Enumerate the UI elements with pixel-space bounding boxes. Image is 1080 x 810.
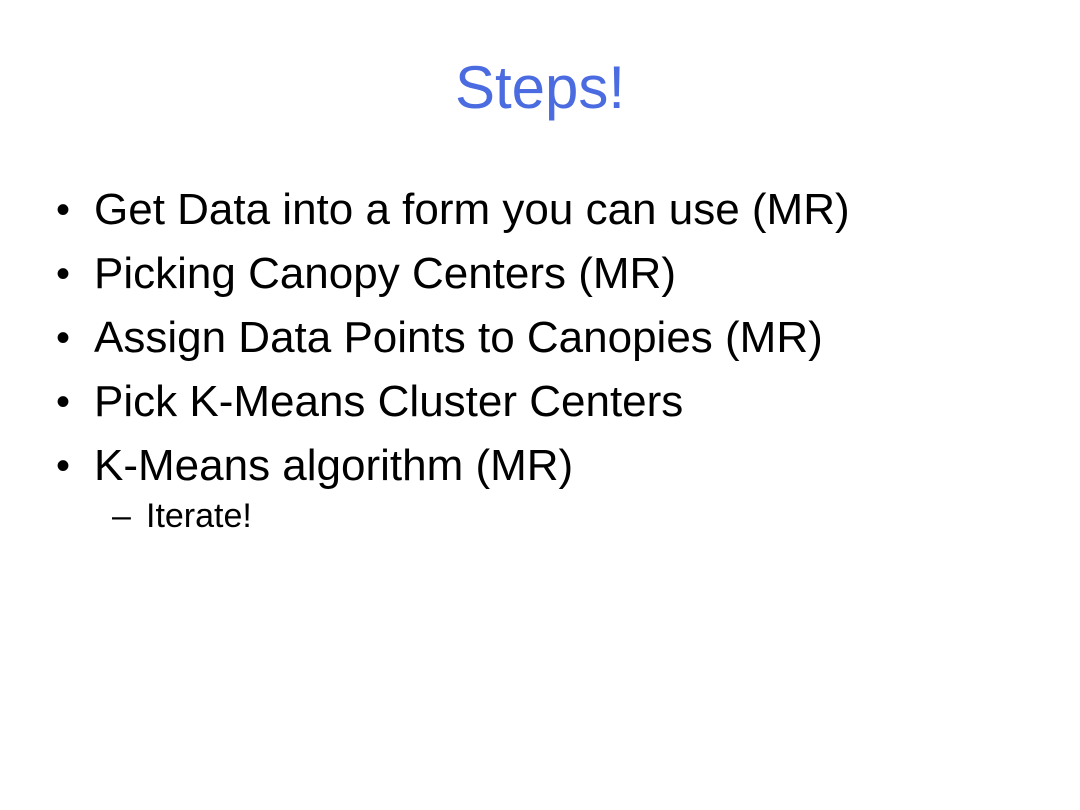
bullet-icon: • xyxy=(56,380,71,424)
bullet-item xyxy=(56,312,1036,376)
bullet-text: K-Means algorithm (MR) xyxy=(94,441,574,490)
bullet-icon: • xyxy=(56,444,71,488)
bullet-icon: • xyxy=(56,188,71,232)
bullet-text: Assign Data Points to Canopies (MR) xyxy=(94,313,823,362)
bullet-item xyxy=(56,376,1036,440)
bullet-text: Picking Canopy Centers (MR) xyxy=(94,249,676,298)
bullet-text: Get Data into a form you can use (MR) xyxy=(94,185,850,234)
bullet-item xyxy=(56,248,1036,312)
bullet-icon: • xyxy=(56,316,71,360)
sub-bullet-item xyxy=(56,496,252,536)
dash-icon: – xyxy=(112,497,131,535)
bullet-text: Pick K-Means Cluster Centers xyxy=(94,377,684,426)
sub-bullet-text: Iterate! xyxy=(146,497,252,535)
bullet-item xyxy=(56,184,1036,248)
bullet-list xyxy=(56,184,1036,504)
bullet-icon: • xyxy=(56,252,71,296)
slide-title: Steps! xyxy=(454,54,626,121)
sub-bullet-list xyxy=(56,496,252,536)
bullet-item xyxy=(56,440,1036,504)
